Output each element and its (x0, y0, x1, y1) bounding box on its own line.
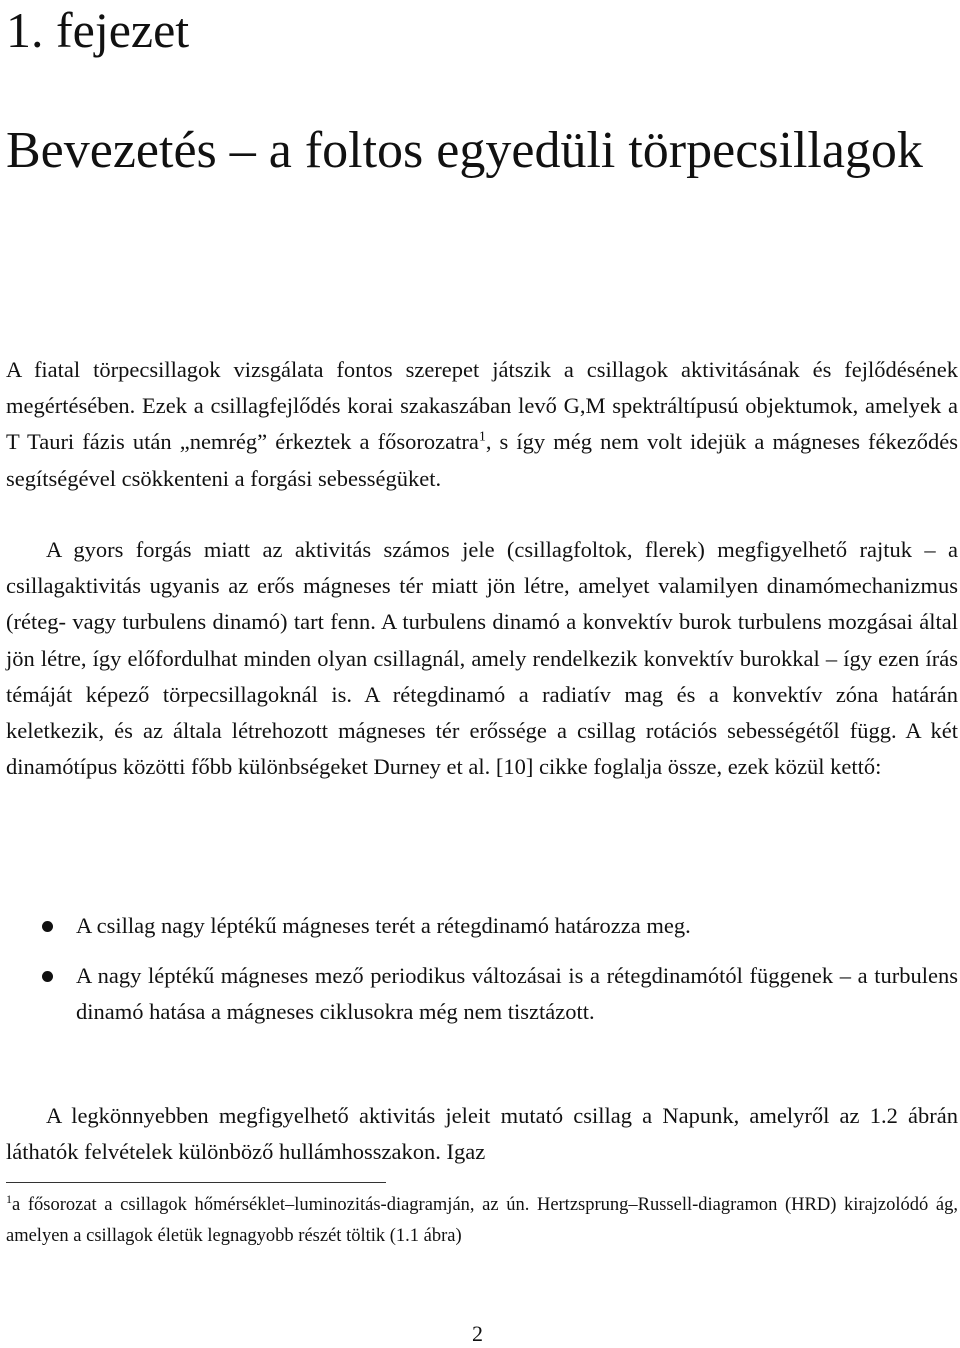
paragraph-sun: A legkönnyebben megfigyelhető aktivitás jeleit mutató csillag a Napunk, amelyről az 1.2 ábrán láthatók felvételek különböző hullámhosszakon. Igaz (6, 1103, 958, 1165)
bullet-icon (42, 971, 53, 982)
footnote (6, 1190, 958, 1252)
footnote-divider (6, 1182, 386, 1183)
footnote-reference[interactable]: 1 (478, 429, 486, 445)
chapter-title: Bevezetés – a foltos egyedüli törpecsillagok (6, 122, 923, 179)
paragraph-intro-text-a: A fiatal törpecsillagok vizsgálata fontos szerepet játszik a csillagok aktivitásának és fejlődésének megértésében. Ezek a csillagfejlődés korai szakaszában levő G,M spektráltípusú objektumok, amelyek a T Tauri fázis után „nemrég” érkeztek a fősorozatra (6, 357, 958, 455)
paragraph-intro (6, 352, 958, 497)
list-item (6, 958, 958, 1030)
list-item-text: A csillag nagy léptékű mágneses terét a rétegdinamó határozza meg. (76, 913, 691, 938)
page-number: 2 (472, 1321, 483, 1346)
footnote-text: a fősorozat a csillagok hőmérséklet–luminozitás-diagramján, az ún. Hertzsprung–Russell-diagramon (HRD) kirajzolódó ág, amelyen a csillagok életük legnagyobb részét töltik (1.1 ábra) (6, 1195, 958, 1246)
chapter-label: 1. fejezet (6, 2, 190, 58)
paragraph-intro-text-b: , s így még nem volt idejük a mágneses fékeződés segítségével csökkenteni a forgási sebességüket. (6, 429, 958, 491)
footnote-mark: 1 (6, 1191, 12, 1206)
list-item-text: A nagy léptékű mágneses mező periodikus változásai is a rétegdinamótól függenek – a turbulens dinamó hatása a mágneses ciklusokra még nem tisztázott. (76, 963, 958, 1025)
bullet-list (6, 908, 958, 1045)
paragraph-dynamo: A gyors forgás miatt az aktivitás számos jele (csillagfoltok, flerek) megfigyelhető rajtuk – a csillagaktivitás ugyanis az erős mágneses tér miatt jön létre, amelyet valamilyen dinamómechanizmus (réteg- vagy turbulens dinamó) tart fenn. A turbulens dinamó a konvektív burok turbulens mozgásai által jön létre, így előfordulhat minden olyan csillagnál, amely rendelkezik konvektív burokkal – így ezen írás témáját képező törpecsillagoknál is. A rétegdinamó a radiatív mag és a konvektív zóna határán keletkezik, és az általa létrehozott mágneses tér erőssége a csillag rotációs sebességétől függ. A két dinamótípus közötti főbb különbségeket Durney et al. [10] cikke foglalja össze, ezek közül kettő: (6, 537, 958, 780)
bullet-icon (42, 921, 53, 932)
list-item (6, 908, 958, 944)
